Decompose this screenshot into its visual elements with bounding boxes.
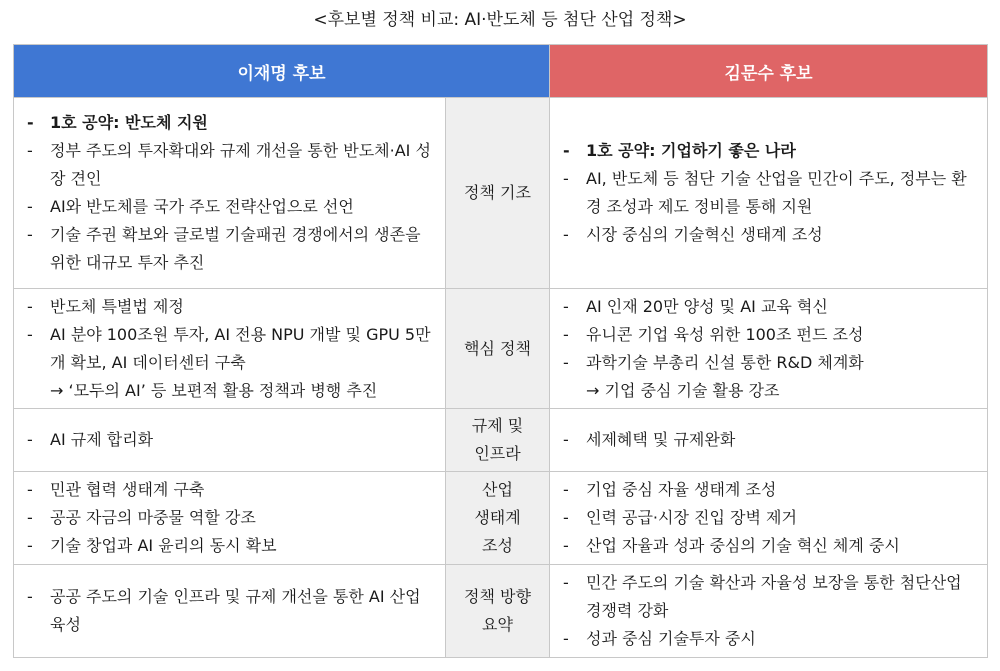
table-row xyxy=(14,289,988,409)
bullet-dash: - xyxy=(27,587,33,606)
category-label: 정책 기조 xyxy=(464,183,531,202)
table-row xyxy=(14,565,988,658)
bullet-dash: - xyxy=(27,324,33,344)
list-item xyxy=(24,221,439,277)
list-item xyxy=(560,532,981,560)
bullet-dash: - xyxy=(563,141,570,160)
list-item-text: AI 규제 합리화 xyxy=(50,430,154,449)
list-item xyxy=(24,293,439,321)
list-item xyxy=(24,193,439,221)
category-label: 정책 방향 xyxy=(464,587,531,606)
category-label: 요약 xyxy=(482,615,513,634)
list-item-text: 인력 공급·시장 진입 장벽 제거 xyxy=(586,508,797,527)
list-item-text: 1호 공약: 기업하기 좋은 나라 xyxy=(586,141,796,160)
right-policy-cell xyxy=(550,565,988,658)
list-item xyxy=(560,293,981,321)
left-policy-cell xyxy=(14,409,446,472)
list-item-text: 과학기술 부총리 신설 통한 R&D 체계화 xyxy=(586,352,864,372)
list-item-text: 민간 주도의 기술 확산과 자율성 보장을 통한 첨단산업 경쟁력 강화 xyxy=(586,573,962,620)
list-item-text: 민관 협력 생태계 구축 xyxy=(50,480,205,499)
list-item-text: 성과 중심 기술투자 중시 xyxy=(586,629,756,648)
list-item-text: AI 분야 100조원 투자, AI 전용 NPU 개발 및 GPU 5만개 확보, AI 데이터센터 구축 xyxy=(50,324,431,372)
list-item xyxy=(560,321,981,349)
list-item xyxy=(24,426,439,454)
right-policy-list xyxy=(560,426,981,454)
right-policy-list xyxy=(560,476,981,560)
category-cell xyxy=(446,289,550,409)
category-label: 핵심 정책 xyxy=(464,338,531,358)
list-item-text: → 기업 중심 기술 활용 강조 xyxy=(586,380,780,400)
bullet-dash: - xyxy=(27,480,33,499)
bullet-dash: - xyxy=(27,197,33,216)
left-policy-list xyxy=(24,109,439,277)
bullet-dash: - xyxy=(563,536,569,555)
list-item-text: → ‘모두의 AI’ 등 보편적 활용 정책과 병행 추진 xyxy=(50,380,378,400)
list-item-text: 기업 중심 자율 생태계 조성 xyxy=(586,480,777,499)
right-policy-list xyxy=(560,293,981,405)
bullet-dash: - xyxy=(27,430,33,449)
right-policy-list xyxy=(560,137,981,249)
right-policy-cell xyxy=(550,289,988,409)
bullet-dash: - xyxy=(563,508,569,527)
page-title: <후보별 정책 비교: AI·반도체 등 첨단 산업 정책> xyxy=(313,10,687,30)
list-item xyxy=(24,504,439,532)
list-item xyxy=(24,109,439,137)
category-label: 산업 xyxy=(482,480,513,499)
list-item xyxy=(560,426,981,454)
header-candidate-lee: 이재명 후보 xyxy=(14,45,550,98)
list-item-text: 시장 중심의 기술혁신 생태계 조성 xyxy=(586,225,823,244)
list-item xyxy=(560,476,981,504)
bullet-dash: - xyxy=(27,508,33,527)
list-item-text: 기술 창업과 AI 윤리의 동시 확보 xyxy=(50,536,277,555)
category-cell xyxy=(446,472,550,565)
list-item-text: 세제혜택 및 규제완화 xyxy=(586,430,736,449)
left-policy-cell xyxy=(14,289,446,409)
right-policy-cell xyxy=(550,472,988,565)
list-item-text: 반도체 특별법 제정 xyxy=(50,296,184,316)
list-item xyxy=(24,321,439,377)
list-item-text: 유니콘 기업 육성 위한 100조 펀드 조성 xyxy=(586,324,864,344)
bullet-dash: - xyxy=(27,113,34,132)
bullet-dash: - xyxy=(27,296,33,316)
category-label: 규제 및 xyxy=(471,416,524,435)
list-item-text: 산업 자율과 성과 중심의 기술 혁신 체계 중시 xyxy=(586,536,900,555)
list-item xyxy=(560,504,981,532)
bullet-dash: - xyxy=(563,430,569,449)
list-item xyxy=(560,165,981,221)
table-row xyxy=(14,409,988,472)
list-item xyxy=(560,625,981,653)
left-policy-list xyxy=(24,583,439,639)
right-policy-cell xyxy=(550,98,988,289)
header-candidate-kim: 김문수 후보 xyxy=(550,45,988,98)
category-cell xyxy=(446,98,550,289)
list-item-text: 1호 공약: 반도체 지원 xyxy=(50,113,208,132)
list-item xyxy=(24,583,439,639)
list-item-text: AI 인재 20만 양성 및 AI 교육 혁신 xyxy=(586,296,828,316)
list-item-text: AI, 반도체 등 첨단 기술 산업을 민간이 주도, 정부는 환경 조성과 제도 정비를 통해 지원 xyxy=(586,169,967,216)
list-item xyxy=(24,532,439,560)
category-cell xyxy=(446,409,550,472)
category-label: 생태계 xyxy=(474,508,521,527)
left-policy-cell xyxy=(14,472,446,565)
category-cell xyxy=(446,565,550,658)
bullet-dash: - xyxy=(563,324,569,344)
bullet-dash: - xyxy=(563,573,569,592)
bullet-dash: - xyxy=(563,169,569,188)
category-label: 인프라 xyxy=(474,444,521,463)
right-policy-list xyxy=(560,569,981,653)
left-policy-list xyxy=(24,293,439,405)
bullet-dash: - xyxy=(563,296,569,316)
policy-comparison-table xyxy=(13,44,988,658)
left-policy-cell xyxy=(14,565,446,658)
left-policy-list xyxy=(24,426,439,454)
bullet-dash: - xyxy=(563,225,569,244)
list-item xyxy=(560,137,981,165)
bullet-dash: - xyxy=(27,141,33,160)
list-item xyxy=(560,569,981,625)
list-item xyxy=(560,221,981,249)
bullet-dash: - xyxy=(563,352,569,372)
left-policy-list xyxy=(24,476,439,560)
list-item-text: AI와 반도체를 국가 주도 전략산업으로 선언 xyxy=(50,197,354,216)
bullet-dash: - xyxy=(27,225,33,244)
left-policy-cell xyxy=(14,98,446,289)
list-item xyxy=(560,377,981,405)
list-item-text: 공공 주도의 기술 인프라 및 규제 개선을 통한 AI 산업 육성 xyxy=(50,587,421,634)
table-row xyxy=(14,98,988,289)
list-item xyxy=(24,377,439,405)
category-label: 조성 xyxy=(482,536,513,555)
bullet-dash: - xyxy=(27,536,33,555)
list-item-text: 정부 주도의 투자확대와 규제 개선을 통한 반도체·AI 성장 견인 xyxy=(50,141,431,188)
list-item xyxy=(24,137,439,193)
table-row xyxy=(14,472,988,565)
bullet-dash: - xyxy=(563,480,569,499)
list-item-text: 기술 주권 확보와 글로벌 기술패권 경쟁에서의 생존을 위한 대규모 투자 추진 xyxy=(50,225,421,272)
right-policy-cell xyxy=(550,409,988,472)
bullet-dash: - xyxy=(563,629,569,648)
list-item-text: 공공 자금의 마중물 역할 강조 xyxy=(50,508,256,527)
list-item xyxy=(560,349,981,377)
list-item xyxy=(24,476,439,504)
